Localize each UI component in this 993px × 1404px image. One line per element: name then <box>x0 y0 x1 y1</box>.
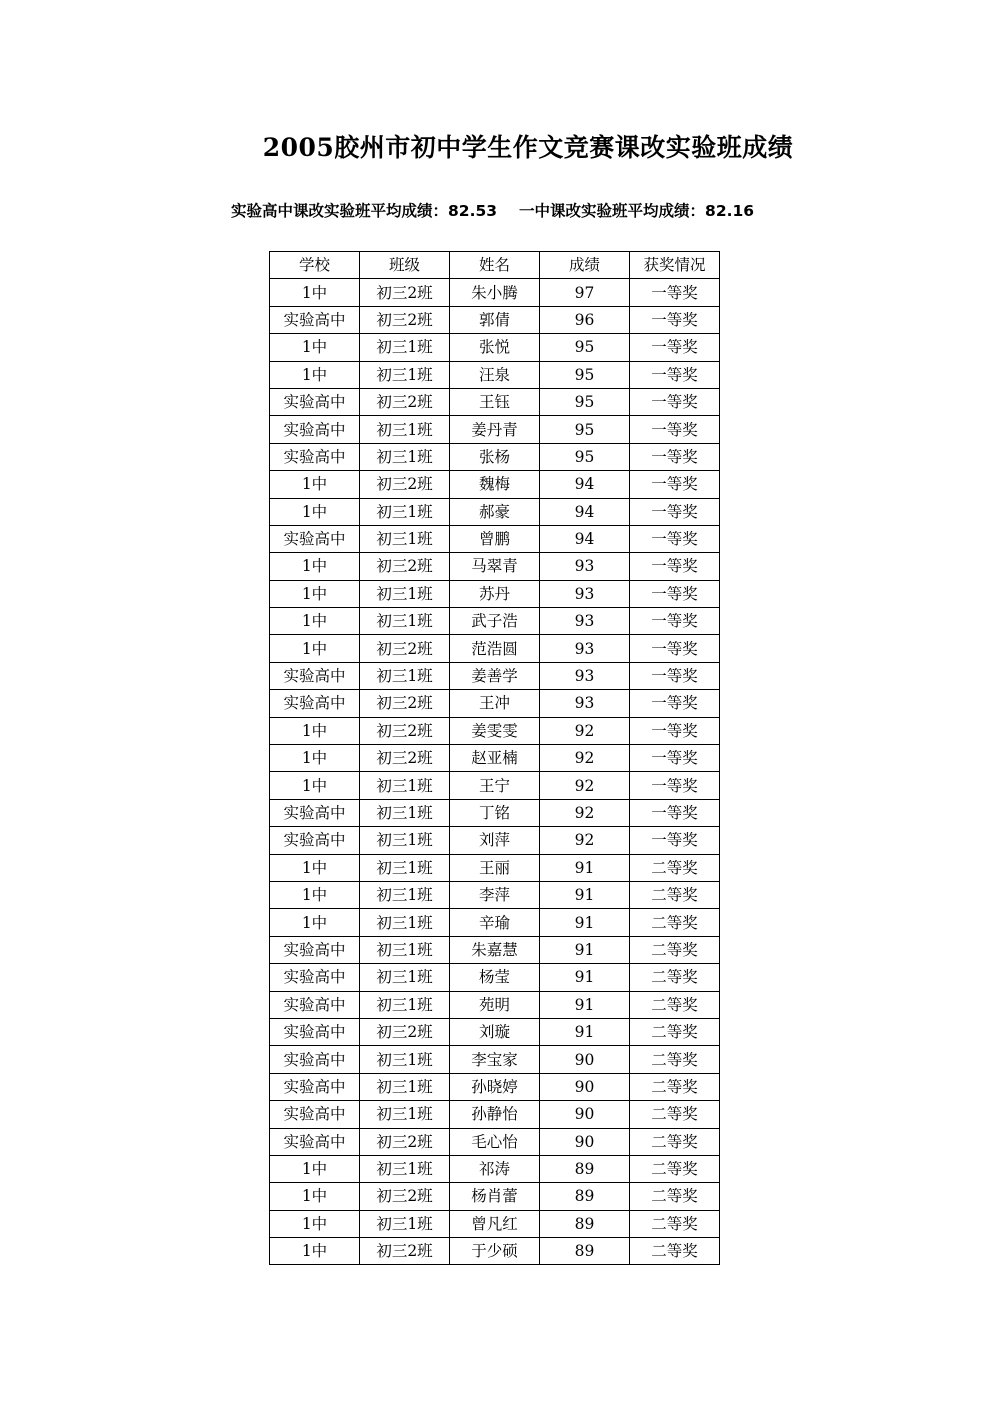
name-cell: 苑明 <box>450 991 540 1018</box>
name-cell: 孙静怡 <box>450 1101 540 1128</box>
score-cell: 95 <box>540 388 630 415</box>
award-cell: 一等奖 <box>630 635 720 662</box>
award-cell: 二等奖 <box>630 1101 720 1128</box>
award-cell: 二等奖 <box>630 881 720 908</box>
award-cell: 一等奖 <box>630 827 720 854</box>
score-cell: 94 <box>540 498 630 525</box>
table-row <box>270 909 720 936</box>
award-cell: 一等奖 <box>630 443 720 470</box>
school-cell: 1中 <box>270 608 360 635</box>
school-cell: 1中 <box>270 361 360 388</box>
table-row <box>270 662 720 689</box>
table-row <box>270 1046 720 1073</box>
score-cell: 91 <box>540 909 630 936</box>
score-cell: 95 <box>540 334 630 361</box>
award-cell: 二等奖 <box>630 1128 720 1155</box>
award-cell: 一等奖 <box>630 471 720 498</box>
score-cell: 94 <box>540 471 630 498</box>
header-score: 成绩 <box>540 252 630 279</box>
name-cell: 张杨 <box>450 443 540 470</box>
score-cell: 91 <box>540 881 630 908</box>
school-cell: 1中 <box>270 1238 360 1265</box>
table-row <box>270 1238 720 1265</box>
name-cell: 张悦 <box>450 334 540 361</box>
table-row <box>270 525 720 552</box>
class-cell: 初三1班 <box>360 416 450 443</box>
header-row <box>270 252 720 279</box>
table-row <box>270 745 720 772</box>
score-cell: 95 <box>540 443 630 470</box>
award-cell: 一等奖 <box>630 553 720 580</box>
award-cell: 一等奖 <box>630 525 720 552</box>
score-cell: 89 <box>540 1238 630 1265</box>
award-cell: 二等奖 <box>630 964 720 991</box>
class-cell: 初三2班 <box>360 1238 450 1265</box>
school-cell: 实验高中 <box>270 936 360 963</box>
table-row <box>270 498 720 525</box>
table-row <box>270 1183 720 1210</box>
school-cell: 1中 <box>270 471 360 498</box>
name-cell: 姜丹青 <box>450 416 540 443</box>
table-row <box>270 799 720 826</box>
class-cell: 初三1班 <box>360 799 450 826</box>
table-row <box>270 1155 720 1182</box>
name-cell: 武子浩 <box>450 608 540 635</box>
score-cell: 89 <box>540 1210 630 1237</box>
table-row <box>270 443 720 470</box>
award-cell: 一等奖 <box>630 608 720 635</box>
score-cell: 97 <box>540 279 630 306</box>
table-row <box>270 1018 720 1045</box>
school-cell: 1中 <box>270 498 360 525</box>
school-cell: 实验高中 <box>270 1073 360 1100</box>
table-row <box>270 1101 720 1128</box>
class-cell: 初三2班 <box>360 553 450 580</box>
award-cell: 二等奖 <box>630 909 720 936</box>
name-cell: 曾凡红 <box>450 1210 540 1237</box>
name-cell: 郭倩 <box>450 306 540 333</box>
class-cell: 初三2班 <box>360 279 450 306</box>
score-cell: 90 <box>540 1101 630 1128</box>
score-cell: 90 <box>540 1128 630 1155</box>
school-cell: 实验高中 <box>270 306 360 333</box>
award-cell: 一等奖 <box>630 745 720 772</box>
table-row <box>270 580 720 607</box>
name-cell: 刘璇 <box>450 1018 540 1045</box>
award-cell: 一等奖 <box>630 498 720 525</box>
name-cell: 于少硕 <box>450 1238 540 1265</box>
class-cell: 初三1班 <box>360 881 450 908</box>
name-cell: 郝豪 <box>450 498 540 525</box>
table-row <box>270 279 720 306</box>
school-cell: 1中 <box>270 909 360 936</box>
score-cell: 90 <box>540 1073 630 1100</box>
school-cell: 实验高中 <box>270 443 360 470</box>
class-cell: 初三1班 <box>360 1155 450 1182</box>
award-cell: 一等奖 <box>630 416 720 443</box>
score-cell: 92 <box>540 799 630 826</box>
class-cell: 初三2班 <box>360 1183 450 1210</box>
school-cell: 实验高中 <box>270 1128 360 1155</box>
name-cell: 丁铭 <box>450 799 540 826</box>
school-cell: 实验高中 <box>270 690 360 717</box>
header-award: 获奖情况 <box>630 252 720 279</box>
name-cell: 王冲 <box>450 690 540 717</box>
name-cell: 赵亚楠 <box>450 745 540 772</box>
school-cell: 1中 <box>270 1183 360 1210</box>
class-cell: 初三2班 <box>360 471 450 498</box>
name-cell: 刘萍 <box>450 827 540 854</box>
name-cell: 王丽 <box>450 854 540 881</box>
score-cell: 93 <box>540 608 630 635</box>
class-cell: 初三1班 <box>360 580 450 607</box>
score-cell: 92 <box>540 745 630 772</box>
school-cell: 实验高中 <box>270 1046 360 1073</box>
award-cell: 二等奖 <box>630 854 720 881</box>
name-cell: 祁涛 <box>450 1155 540 1182</box>
score-cell: 90 <box>540 1046 630 1073</box>
table-row <box>270 772 720 799</box>
name-cell: 王钰 <box>450 388 540 415</box>
table-row <box>270 635 720 662</box>
award-cell: 一等奖 <box>630 306 720 333</box>
award-cell: 二等奖 <box>630 936 720 963</box>
score-cell: 95 <box>540 361 630 388</box>
name-cell: 朱嘉慧 <box>450 936 540 963</box>
table-row <box>270 1210 720 1237</box>
score-cell: 89 <box>540 1183 630 1210</box>
score-cell: 94 <box>540 525 630 552</box>
school-cell: 实验高中 <box>270 964 360 991</box>
school-cell: 1中 <box>270 635 360 662</box>
name-cell: 毛心怡 <box>450 1128 540 1155</box>
table-row <box>270 416 720 443</box>
award-cell: 一等奖 <box>630 799 720 826</box>
score-cell: 96 <box>540 306 630 333</box>
school-cell: 实验高中 <box>270 388 360 415</box>
award-cell: 一等奖 <box>630 662 720 689</box>
class-cell: 初三1班 <box>360 909 450 936</box>
class-cell: 初三1班 <box>360 1101 450 1128</box>
no1-middle-average: 一中课改实验班平均成绩：82.16 <box>519 202 755 220</box>
award-cell: 一等奖 <box>630 388 720 415</box>
table-row <box>270 964 720 991</box>
award-cell: 二等奖 <box>630 1018 720 1045</box>
award-cell: 二等奖 <box>630 1155 720 1182</box>
award-cell: 二等奖 <box>630 1238 720 1265</box>
score-cell: 93 <box>540 635 630 662</box>
table-row <box>270 1128 720 1155</box>
table-row <box>270 717 720 744</box>
table-row <box>270 361 720 388</box>
score-cell: 92 <box>540 772 630 799</box>
table-row <box>270 334 720 361</box>
table-row <box>270 936 720 963</box>
school-cell: 1中 <box>270 334 360 361</box>
score-cell: 89 <box>540 1155 630 1182</box>
table-row <box>270 388 720 415</box>
award-cell: 一等奖 <box>630 580 720 607</box>
class-cell: 初三1班 <box>360 827 450 854</box>
name-cell: 孙晓婷 <box>450 1073 540 1100</box>
class-cell: 初三2班 <box>360 306 450 333</box>
class-cell: 初三1班 <box>360 772 450 799</box>
table-row <box>270 881 720 908</box>
school-cell: 1中 <box>270 854 360 881</box>
name-cell: 王宁 <box>450 772 540 799</box>
class-cell: 初三1班 <box>360 991 450 1018</box>
award-cell: 一等奖 <box>630 334 720 361</box>
award-cell: 一等奖 <box>630 772 720 799</box>
table-row <box>270 1073 720 1100</box>
class-cell: 初三1班 <box>360 1073 450 1100</box>
award-cell: 二等奖 <box>630 1046 720 1073</box>
class-cell: 初三1班 <box>360 662 450 689</box>
page-title: 2005胶州市初中学生作文竞赛课改实验班成绩 <box>262 133 794 162</box>
score-cell: 93 <box>540 662 630 689</box>
score-cell: 91 <box>540 854 630 881</box>
table-row <box>270 306 720 333</box>
score-cell: 91 <box>540 936 630 963</box>
score-cell: 91 <box>540 991 630 1018</box>
award-cell: 一等奖 <box>630 690 720 717</box>
score-cell: 91 <box>540 964 630 991</box>
school-cell: 1中 <box>270 881 360 908</box>
class-cell: 初三1班 <box>360 854 450 881</box>
name-cell: 李宝家 <box>450 1046 540 1073</box>
class-cell: 初三2班 <box>360 690 450 717</box>
class-cell: 初三1班 <box>360 1046 450 1073</box>
school-cell: 实验高中 <box>270 1018 360 1045</box>
score-cell: 95 <box>540 416 630 443</box>
name-cell: 魏梅 <box>450 471 540 498</box>
class-cell: 初三2班 <box>360 1128 450 1155</box>
class-cell: 初三1班 <box>360 334 450 361</box>
score-cell: 91 <box>540 1018 630 1045</box>
scores-table <box>269 251 720 1265</box>
name-cell: 苏丹 <box>450 580 540 607</box>
name-cell: 姜雯雯 <box>450 717 540 744</box>
name-cell: 马翠青 <box>450 553 540 580</box>
class-cell: 初三2班 <box>360 635 450 662</box>
class-cell: 初三1班 <box>360 498 450 525</box>
header-class: 班级 <box>360 252 450 279</box>
experimental-high-average: 实验高中课改实验班平均成绩：82.53 <box>231 202 498 220</box>
table-row <box>270 608 720 635</box>
name-cell: 杨肖蕾 <box>450 1183 540 1210</box>
school-cell: 1中 <box>270 745 360 772</box>
school-cell: 实验高中 <box>270 991 360 1018</box>
name-cell: 杨莹 <box>450 964 540 991</box>
school-cell: 实验高中 <box>270 1101 360 1128</box>
score-cell: 92 <box>540 827 630 854</box>
table-row <box>270 690 720 717</box>
award-cell: 一等奖 <box>630 717 720 744</box>
school-cell: 1中 <box>270 553 360 580</box>
school-cell: 1中 <box>270 580 360 607</box>
school-cell: 实验高中 <box>270 827 360 854</box>
name-cell: 姜善学 <box>450 662 540 689</box>
header-name: 姓名 <box>450 252 540 279</box>
name-cell: 朱小腾 <box>450 279 540 306</box>
table-row <box>270 991 720 1018</box>
name-cell: 辛瑜 <box>450 909 540 936</box>
school-cell: 1中 <box>270 772 360 799</box>
class-cell: 初三2班 <box>360 388 450 415</box>
score-cell: 92 <box>540 717 630 744</box>
table-row <box>270 553 720 580</box>
award-cell: 二等奖 <box>630 1073 720 1100</box>
school-cell: 1中 <box>270 1155 360 1182</box>
average-scores-line <box>231 199 754 221</box>
school-cell: 实验高中 <box>270 416 360 443</box>
score-cell: 93 <box>540 580 630 607</box>
name-cell: 曾鹏 <box>450 525 540 552</box>
school-cell: 1中 <box>270 1210 360 1237</box>
school-cell: 实验高中 <box>270 799 360 826</box>
class-cell: 初三1班 <box>360 608 450 635</box>
table-header <box>270 252 720 279</box>
class-cell: 初三2班 <box>360 717 450 744</box>
class-cell: 初三1班 <box>360 936 450 963</box>
table-row <box>270 471 720 498</box>
award-cell: 一等奖 <box>630 279 720 306</box>
award-cell: 二等奖 <box>630 991 720 1018</box>
table-row <box>270 854 720 881</box>
school-cell: 1中 <box>270 717 360 744</box>
class-cell: 初三1班 <box>360 361 450 388</box>
class-cell: 初三1班 <box>360 443 450 470</box>
school-cell: 1中 <box>270 279 360 306</box>
class-cell: 初三2班 <box>360 1018 450 1045</box>
header-school: 学校 <box>270 252 360 279</box>
class-cell: 初三1班 <box>360 525 450 552</box>
name-cell: 范浩圆 <box>450 635 540 662</box>
class-cell: 初三1班 <box>360 1210 450 1237</box>
table-row <box>270 827 720 854</box>
class-cell: 初三2班 <box>360 745 450 772</box>
score-cell: 93 <box>540 553 630 580</box>
class-cell: 初三1班 <box>360 964 450 991</box>
school-cell: 实验高中 <box>270 662 360 689</box>
award-cell: 二等奖 <box>630 1210 720 1237</box>
award-cell: 一等奖 <box>630 361 720 388</box>
score-cell: 93 <box>540 690 630 717</box>
name-cell: 李萍 <box>450 881 540 908</box>
name-cell: 汪泉 <box>450 361 540 388</box>
school-cell: 实验高中 <box>270 525 360 552</box>
table-body <box>270 279 720 1265</box>
award-cell: 二等奖 <box>630 1183 720 1210</box>
